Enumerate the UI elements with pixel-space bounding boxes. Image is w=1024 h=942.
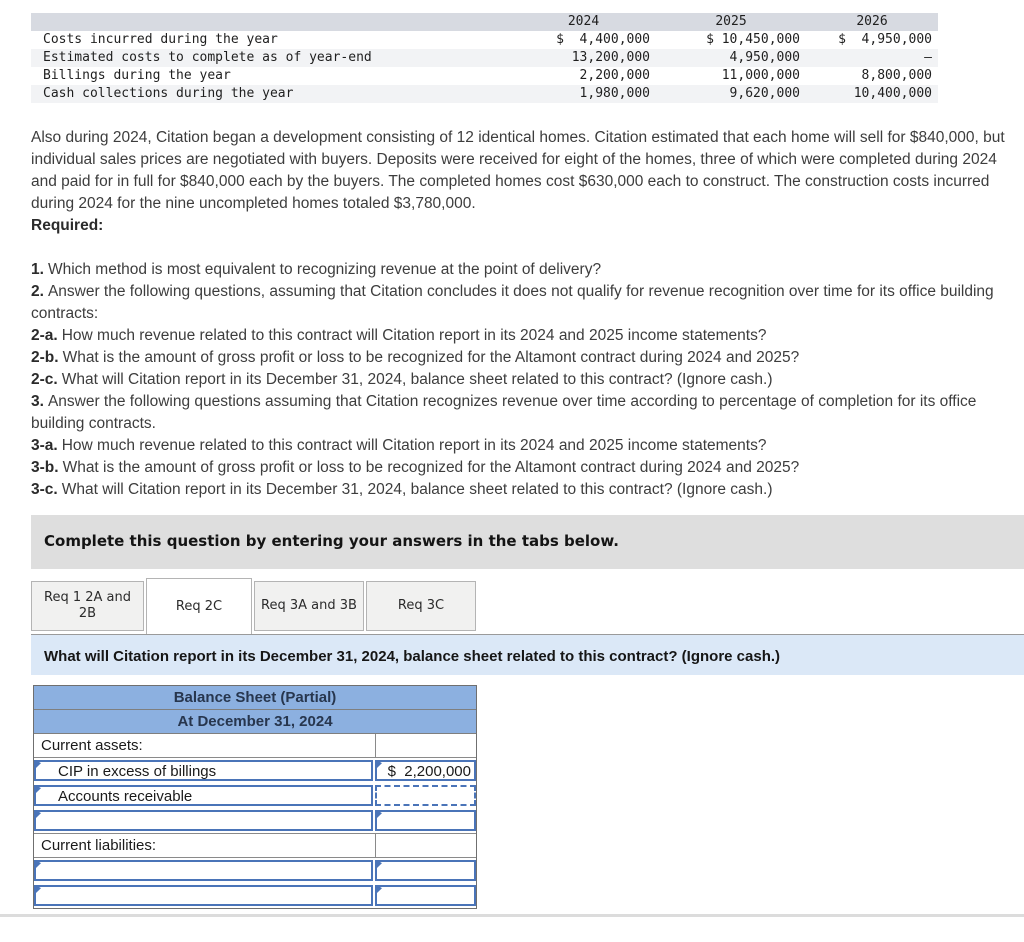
requirement-text: What will Citation report in its December 31, 2024, balance sheet related to this contract? (Ignore cash.) <box>61 371 773 388</box>
requirement-text: How much revenue related to this contract will Citation report in its 2024 and 2025 income statements? <box>61 437 767 454</box>
value-2024: 13,200,000 <box>571 50 650 65</box>
balance-sheet-table <box>33 685 477 909</box>
bottom-divider <box>0 914 1024 917</box>
requirement-number: 2-b. <box>31 349 59 366</box>
year-header-2026: 2026 <box>856 14 888 29</box>
requirement-number: 3-b. <box>31 459 59 476</box>
requirement-number: 2. <box>31 283 44 300</box>
cell-marker-icon <box>375 860 382 870</box>
requirements-list <box>31 259 1019 501</box>
answer-row-empty-2 <box>34 858 476 883</box>
tab-req-3a-3b[interactable]: Req 3A and 3B <box>254 581 364 631</box>
cell-marker-icon <box>375 885 382 895</box>
row-label: Costs incurred during the year <box>43 32 278 47</box>
section-row-current-assets <box>34 734 476 758</box>
value-2026: – <box>924 50 932 65</box>
cell-marker-icon <box>34 785 41 795</box>
requirement-item <box>31 347 1019 369</box>
requirement-item <box>31 369 1019 391</box>
requirement-text: Answer the following questions, assuming that Citation concludes it does not qualify for revenue recognition over time for its office building contracts: <box>31 283 994 322</box>
cell-marker-icon <box>34 885 41 895</box>
answer-row-empty-1 <box>34 808 476 833</box>
row-label: Billings during the year <box>43 68 231 83</box>
balance-sheet-title: Balance Sheet (Partial) <box>34 686 476 710</box>
answer-value-cell[interactable] <box>375 810 476 831</box>
cost-schedule-empty-header <box>31 13 511 31</box>
table-row <box>31 49 938 67</box>
answer-row-empty-3 <box>34 883 476 908</box>
value-2024: 2,200,000 <box>579 68 650 83</box>
value-2025: $ 10,450,000 <box>706 32 800 47</box>
cell-marker-icon <box>34 860 41 870</box>
requirement-number: 2-a. <box>31 327 58 344</box>
section-value-cell <box>375 734 476 757</box>
required-label: Required: <box>31 217 104 234</box>
value-2025: 11,000,000 <box>721 68 800 83</box>
requirement-text: What will Citation report in its December 31, 2024, balance sheet related to this contract? (Ignore cash.) <box>61 481 773 498</box>
answer-row-cip <box>34 758 476 783</box>
requirement-number: 2-c. <box>31 371 58 388</box>
answer-value-cell-cip[interactable]: $ 2,200,000 <box>375 760 476 781</box>
value-2025: 4,950,000 <box>729 50 800 65</box>
intro-paragraph: Also during 2024, Citation began a development consisting of 12 identical homes. Citation estimated that each home will sell for $840,000, but individual sales prices are negotiated with buyers. Deposits were received for eight of the homes, three of which were completed during 2024 and paid for in full for $840,000 each by the buyers. The completed homes cost $630,000 each to construct. The construction costs incurred during 2024 for the nine uncompleted homes totaled $3,780,000. <box>31 129 1005 212</box>
requirement-item <box>31 435 1019 457</box>
answer-label-cell[interactable] <box>34 810 373 831</box>
requirement-number: 1. <box>31 261 44 278</box>
question-panel <box>31 634 1024 675</box>
cost-schedule-table <box>31 13 938 103</box>
requirement-text: How much revenue related to this contract will Citation report in its 2024 and 2025 income statements? <box>61 327 767 344</box>
answer-value-cell-ar-focused[interactable] <box>375 785 476 806</box>
balance-sheet-subtitle: At December 31, 2024 <box>34 710 476 734</box>
value-2026: $ 4,950,000 <box>838 32 932 47</box>
answer-label-cell-ar[interactable]: Accounts receivable <box>34 785 373 806</box>
instruction-banner <box>31 515 1024 569</box>
cost-schedule-header-row <box>31 13 938 31</box>
year-header-2024: 2024 <box>567 14 600 29</box>
requirement-text: What is the amount of gross profit or loss to be recognized for the Altamont contract during 2024 and 2025? <box>62 459 800 476</box>
value-2025: 9,620,000 <box>729 86 800 101</box>
answer-row-accounts-receivable <box>34 783 476 808</box>
value-2026: 10,400,000 <box>853 86 932 101</box>
intro-block <box>31 127 1019 237</box>
section-label: Current liabilities: <box>41 837 157 854</box>
answer-label-cell[interactable] <box>34 860 373 881</box>
requirement-item <box>31 457 1019 479</box>
section-label: Current assets: <box>41 737 143 754</box>
requirement-item <box>31 325 1019 347</box>
section-value-cell <box>375 834 476 857</box>
answer-label-cell-cip[interactable]: CIP in excess of billings <box>34 760 373 781</box>
row-label: Estimated costs to complete as of year-end <box>43 50 372 65</box>
instruction-banner-text: Complete this question by entering your answers in the tabs below. <box>44 532 619 550</box>
cell-marker-icon <box>34 810 41 820</box>
tab-req-2c[interactable]: Req 2C <box>146 578 252 634</box>
requirement-item <box>31 391 1019 435</box>
requirement-number: 3. <box>31 393 44 410</box>
requirement-item <box>31 281 1019 325</box>
tab-req-1-2a-2b[interactable]: Req 1 2A and 2B <box>31 581 144 631</box>
cell-marker-icon <box>375 810 382 820</box>
requirement-tabs <box>31 581 1024 631</box>
table-row <box>31 67 938 85</box>
year-header-2025: 2025 <box>715 14 747 29</box>
requirement-text: What is the amount of gross profit or loss to be recognized for the Altamont contract during 2024 and 2025? <box>62 349 800 366</box>
value-2026: 8,800,000 <box>861 68 932 83</box>
cell-marker-icon <box>375 760 382 770</box>
section-row-current-liabilities <box>34 833 476 858</box>
value-2024: 1,980,000 <box>579 86 650 101</box>
answer-value-cell[interactable] <box>375 860 476 881</box>
question-text: What will Citation report in its December 31, 2024, balance sheet related to this contract? (Ignore cash.) <box>44 648 781 665</box>
row-label: Cash collections during the year <box>43 86 294 101</box>
requirement-text: Answer the following questions assuming that Citation recognizes revenue over time according to percentage of completion for its office building contracts. <box>31 393 977 432</box>
cell-marker-icon <box>34 760 41 770</box>
table-row <box>31 31 938 49</box>
table-row <box>31 85 938 103</box>
value-2024: $ 4,400,000 <box>556 32 650 47</box>
requirement-number: 3-c. <box>31 481 58 498</box>
requirement-text: Which method is most equivalent to recognizing revenue at the point of delivery? <box>47 261 602 278</box>
requirement-item <box>31 259 1019 281</box>
answer-label-cell[interactable] <box>34 885 373 906</box>
answer-value-cell[interactable] <box>375 885 476 906</box>
requirement-item <box>31 479 1019 501</box>
tab-req-3c[interactable]: Req 3C <box>366 581 476 631</box>
requirement-number: 3-a. <box>31 437 58 454</box>
